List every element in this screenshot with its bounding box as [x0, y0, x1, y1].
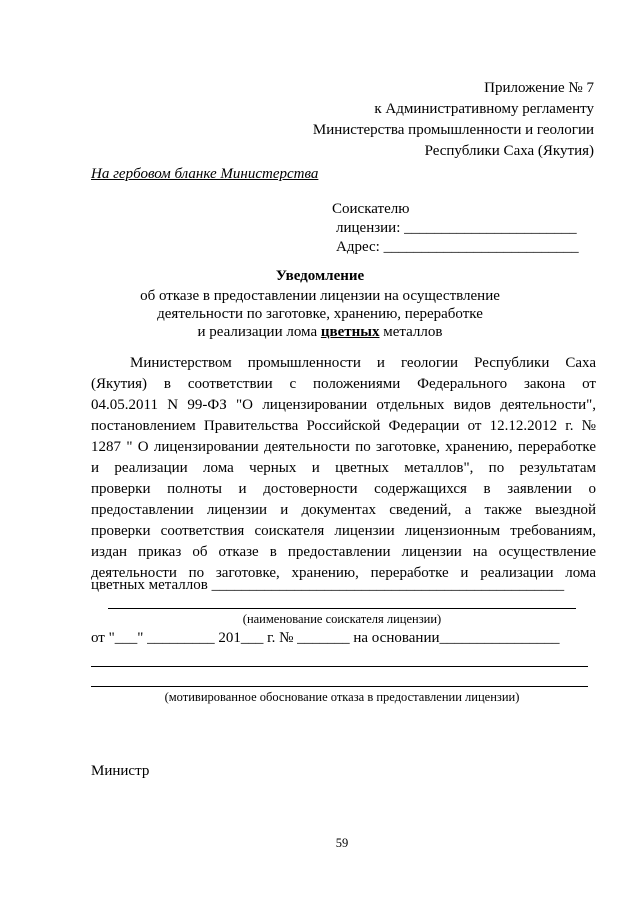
appendix-ministry: Министерства промышленности и геологии	[312, 122, 594, 138]
recipient-block	[332, 200, 579, 257]
appendix-header	[313, 78, 594, 162]
notice-heading: Уведомление	[275, 268, 365, 284]
order-line: от "___" _________ 201___ г. № _______ на основании________________	[91, 630, 560, 646]
notice-subtitle-line3: и реализации лома цветных металлов	[197, 324, 443, 340]
appendix-number: Приложение № 7	[484, 80, 594, 96]
recipient-license-field: лицензии: _______________________	[336, 220, 577, 236]
body-line: деятельности по заготовке, хранению, переработке и реализации лома	[91, 565, 596, 581]
body-line: предоставлении лицензии и документах сведений, а также выездной	[91, 502, 596, 518]
body-line: издан приказ об отказе в предоставлении лицензии на осуществление	[91, 544, 596, 560]
body-line: проверки полноты и достоверности содержащихся в заявлении о	[91, 481, 596, 497]
notice-subtitle	[0, 287, 640, 341]
body-line: 1287 " О лицензировании деятельности по заготовке, хранению, переработке	[91, 439, 596, 455]
body-line: 04.05.2011 N 99-ФЗ "О лицензировании отдельных видов деятельности",	[91, 397, 596, 413]
body-last-line: цветных металлов _______________________________________________	[91, 577, 565, 593]
notice-subtitle-emphasis: цветных	[320, 324, 380, 340]
body-line: и реализации лома черных и цветных металлов", по результатам	[91, 460, 596, 476]
notice-subtitle-line1: об отказе в предоставлении лицензии на осуществление	[140, 288, 500, 304]
notice-subtitle-line2: деятельности по заготовке, хранению, переработке	[157, 306, 483, 322]
appendix-republic: Республики Саха (Якутия)	[424, 143, 594, 159]
recipient-label: Соискателю	[332, 201, 410, 217]
body-line: постановлением Правительства Российской Федерации от 12.12.2012 г. №	[91, 418, 596, 434]
page-number: 59	[335, 836, 349, 850]
applicant-caption: (наименование соискателя лицензии)	[242, 612, 442, 626]
body-line: (Якутия) в соответствии с положениями Федерального закона от	[91, 376, 596, 392]
body-line: проверки соответствия соискателя лицензии лицензионным требованиям,	[91, 523, 596, 539]
applicant-name-line	[108, 608, 576, 609]
reason-line-2	[91, 686, 588, 687]
body-line: Министерством промышленности и геологии Республики Саха	[130, 355, 596, 371]
recipient-address-field: Адрес: __________________________	[336, 239, 579, 255]
appendix-regulation: к Административному регламенту	[374, 101, 594, 117]
letterhead-note: На гербовом бланке Министерства	[91, 166, 319, 182]
signature-title: Министр	[91, 763, 150, 779]
reason-line-1	[91, 666, 588, 667]
reason-caption: (мотивированное обоснование отказа в предоставлении лицензии)	[164, 690, 520, 704]
